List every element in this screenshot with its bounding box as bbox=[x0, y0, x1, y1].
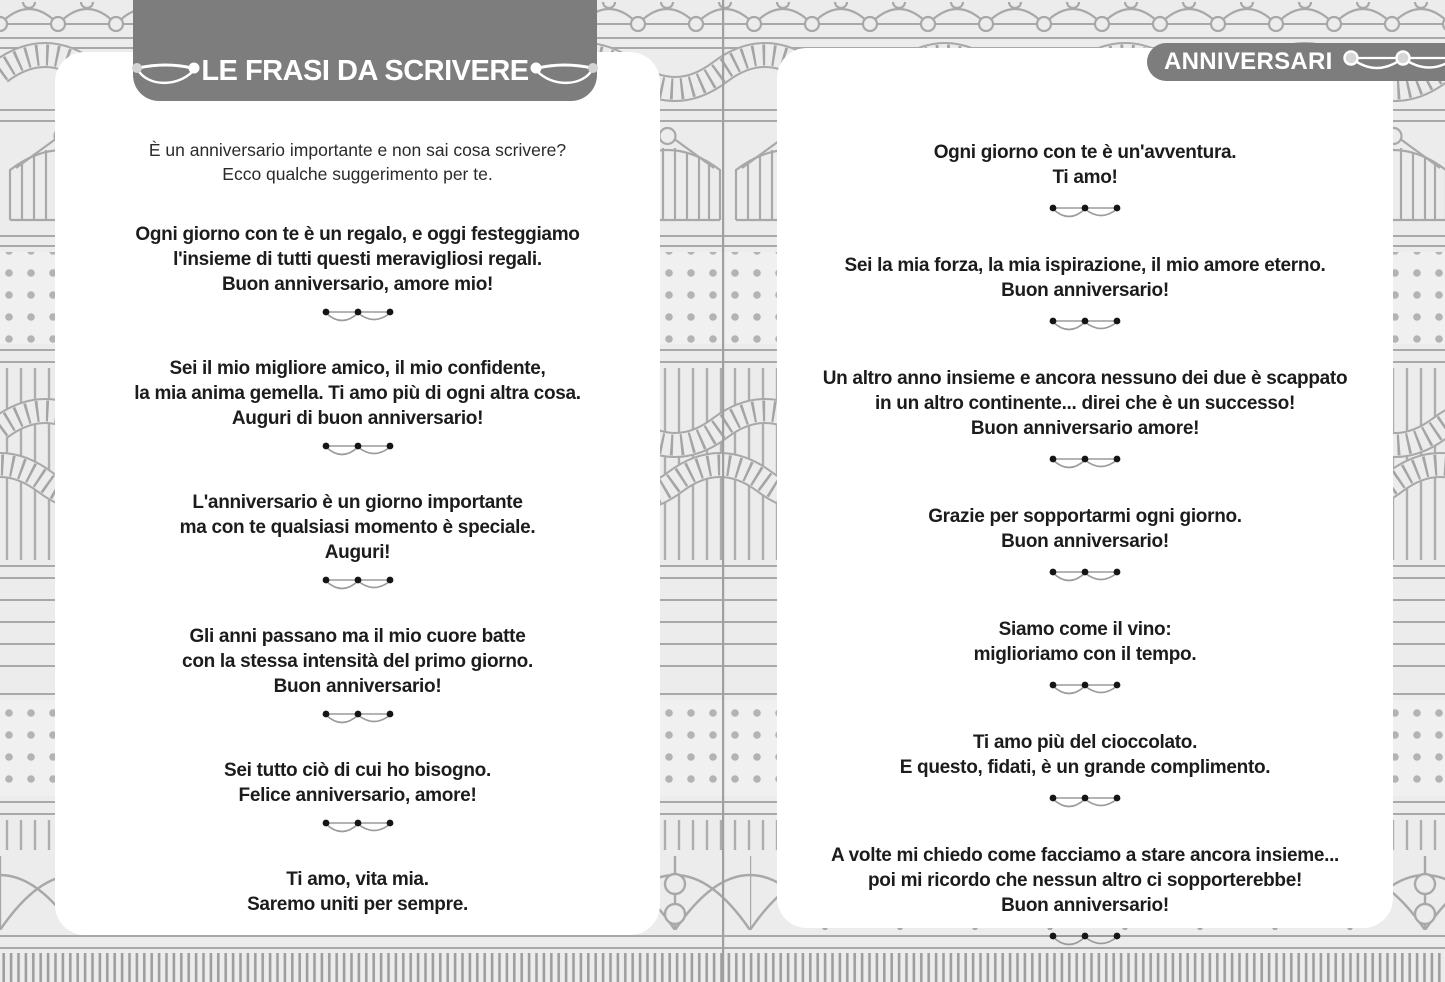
phrase-line: Sei tutto ciò di cui ho bisogno. bbox=[224, 760, 491, 781]
divider-ornament-icon bbox=[320, 709, 396, 731]
divider-ornament-icon bbox=[1047, 567, 1123, 589]
phrase-line: con la stessa intensità del primo giorno. bbox=[182, 651, 533, 672]
phrase-line: A volte mi chiedo come facciamo a stare ancora insieme... bbox=[830, 845, 1340, 866]
swash-flourish-icon bbox=[130, 55, 202, 91]
left-page-title: LE FRASI DA SCRIVERE bbox=[201, 55, 529, 87]
phrase bbox=[777, 366, 1393, 441]
phrase-line: la mia anima gemella. Ti amo più di ogni altra cosa. bbox=[134, 383, 581, 404]
phrase bbox=[55, 356, 660, 431]
right-page-banner bbox=[1147, 43, 1445, 81]
phrase-line: poi mi ricordo che nessun altro ci sopporterebbe! bbox=[868, 870, 1302, 891]
right-page-title: ANNIVERSARI bbox=[1164, 48, 1333, 75]
phrase bbox=[777, 504, 1393, 554]
divider-ornament-icon bbox=[320, 575, 396, 597]
phrase-line: Ti amo! bbox=[1052, 167, 1118, 188]
phrase bbox=[55, 758, 660, 808]
phrase bbox=[55, 222, 660, 297]
phrase-line: Grazie per sopportarmi ogni giorno. bbox=[928, 506, 1242, 527]
phrase-line: Ti amo più del cioccolato. bbox=[972, 732, 1198, 753]
phrase bbox=[55, 624, 660, 699]
phrase-line: Buon anniversario! bbox=[1001, 531, 1169, 552]
divider-ornament-icon bbox=[1047, 793, 1123, 815]
phrase-line: Felice anniversario, amore! bbox=[238, 785, 477, 806]
left-page-banner bbox=[133, 0, 597, 101]
divider-ornament-icon bbox=[1047, 931, 1123, 953]
phrase-line: in un altro continente... direi che è un successo! bbox=[875, 393, 1295, 414]
phrase-line: Auguri di buon anniversario! bbox=[231, 408, 484, 429]
divider-ornament-icon bbox=[1047, 316, 1123, 338]
phrase-list-right bbox=[777, 140, 1393, 981]
swash-flourish-icon bbox=[528, 55, 600, 91]
divider-ornament-icon bbox=[1047, 203, 1123, 225]
intro-line: È un anniversario importante e non sai cosa scrivere? bbox=[148, 140, 567, 160]
phrase-list-left bbox=[55, 222, 660, 917]
divider-ornament-icon bbox=[1047, 454, 1123, 476]
phrase-line: Buon anniversario! bbox=[1001, 280, 1169, 301]
intro-text bbox=[55, 138, 660, 186]
divider-ornament-icon bbox=[320, 307, 396, 329]
phrase-line: miglioriamo con il tempo. bbox=[973, 644, 1197, 665]
phrase bbox=[55, 867, 660, 917]
phrase-line: Buon anniversario! bbox=[273, 676, 442, 697]
phrase-line: Ti amo, vita mia. bbox=[286, 869, 429, 890]
phrase-line: Un altro anno insieme e ancora nessuno dei due è scappato bbox=[822, 368, 1348, 389]
phrase-line: Buon anniversario! bbox=[1001, 895, 1169, 916]
divider-ornament-icon bbox=[320, 441, 396, 463]
phrase-line: Sei la mia forza, la mia ispirazione, il mio amore eterno. bbox=[844, 255, 1326, 276]
phrase-line: L'anniversario è un giorno importante bbox=[192, 492, 523, 513]
phrase-line: l'insieme di tutti questi meravigliosi regali. bbox=[173, 249, 542, 270]
phrase-line: Ogni giorno con te è un regalo, e oggi festeggiamo bbox=[135, 224, 580, 245]
divider-ornament-icon bbox=[1047, 680, 1123, 702]
phrase bbox=[777, 730, 1393, 780]
garland-dots-icon bbox=[1341, 45, 1445, 79]
phrase bbox=[777, 253, 1393, 303]
phrase bbox=[777, 617, 1393, 667]
intro-line: Ecco qualche suggerimento per te. bbox=[222, 164, 493, 184]
phrase-line: Gli anni passano ma il mio cuore batte bbox=[189, 626, 526, 647]
phrase-line: Buon anniversario, amore mio! bbox=[221, 274, 494, 295]
phrase-line: Saremo uniti per sempre. bbox=[247, 894, 468, 915]
phrase-line: Auguri! bbox=[324, 542, 391, 563]
phrase-line: Ogni giorno con te è un'avventura. bbox=[933, 142, 1237, 163]
phrase-line: Buon anniversario amore! bbox=[970, 418, 1200, 439]
divider-ornament-icon bbox=[320, 818, 396, 840]
phrase-line: Siamo come il vino: bbox=[998, 619, 1172, 640]
phrase-line: Sei il mio migliore amico, il mio confidente, bbox=[169, 358, 546, 379]
phrase bbox=[55, 490, 660, 565]
phrase-line: ma con te qualsiasi momento è speciale. bbox=[179, 517, 536, 538]
phrase bbox=[777, 843, 1393, 918]
phrase bbox=[777, 140, 1393, 190]
phrase-line: E questo, fidati, è un grande complimento. bbox=[899, 757, 1271, 778]
